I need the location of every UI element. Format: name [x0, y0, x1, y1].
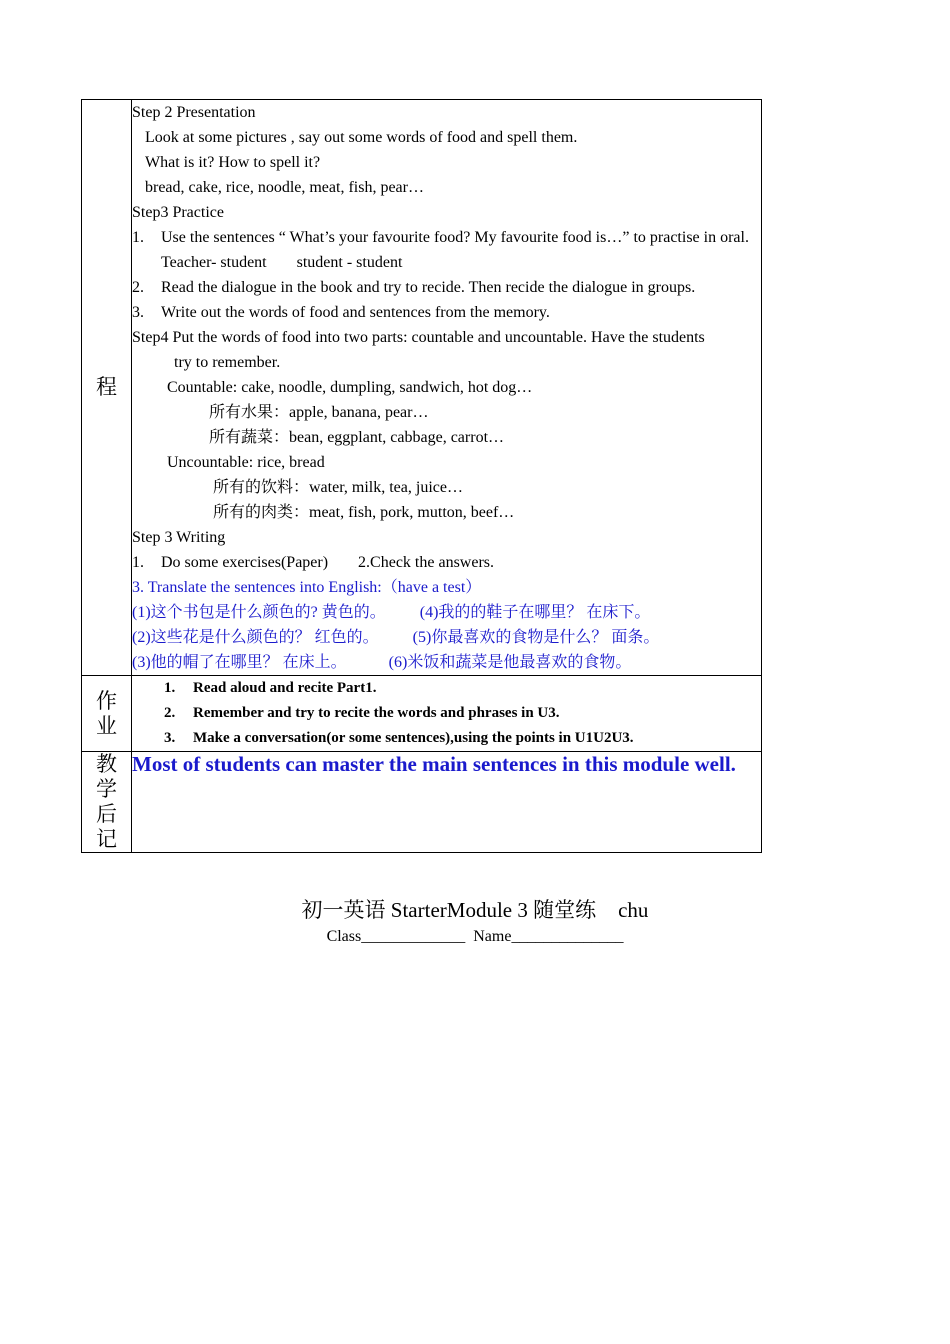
step2-line2: What is it? How to spell it?: [145, 154, 321, 171]
practice-item: [132, 275, 761, 300]
translate-right: (4)我的的鞋子在哪里？ 在床下。: [419, 604, 651, 621]
translate-left: (1)这个书包是什么颜色的? 黄色的。: [132, 604, 386, 621]
writing-item1: Do some exercises(Paper): [161, 554, 329, 571]
translate-title: 3. Translate the sentences into English:（have a test）: [132, 579, 482, 596]
translate-right: (6)米饭和蔬菜是他最喜欢的食物。: [388, 654, 632, 671]
homework-item-number: 3.: [164, 730, 176, 746]
translate-left: (3)他的帽了在哪里？ 在床上。: [132, 654, 347, 671]
practice-item: [132, 225, 761, 250]
worksheet-title: [0, 896, 950, 924]
process-label-cell: [82, 100, 132, 676]
lesson-plan-table: [81, 99, 762, 853]
homework-content: [132, 676, 762, 752]
practice-item-number: 1.: [132, 229, 144, 246]
homework-item: [132, 701, 761, 726]
meats-line: 所有的肉类：meat, fish, pork, mutton, beef…: [213, 504, 515, 521]
homework-item-number: 2.: [164, 705, 176, 721]
practice-item-number: 3.: [132, 304, 144, 321]
translate-row: [132, 625, 761, 650]
step4-line2: try to remember.: [174, 354, 281, 371]
process-content: [132, 100, 762, 676]
worksheet-title-text: 初一英语 StarterModule 3 随堂练: [301, 898, 597, 922]
practice-item-number: 2.: [132, 279, 144, 296]
practice-item-text: Use the sentences “ What’s your favourite food? My favourite food is…” to practise in oral.: [161, 229, 749, 246]
pair-right: student - student: [296, 254, 403, 271]
writing-item-number: 1.: [132, 554, 144, 571]
process-row: [82, 100, 762, 676]
fruits-line: 所有水果：apple, banana, pear…: [209, 404, 429, 421]
homework-item-text: Read aloud and recite Part1.: [193, 680, 377, 696]
vegetables-line: 所有蔬菜：bean, eggplant, cabbage, carrot…: [209, 429, 505, 446]
step3-title: Step3 Practice: [132, 204, 224, 221]
process-label: 程: [96, 375, 117, 399]
notes-label-cell: [82, 752, 132, 853]
step2-title: Step 2 Presentation: [132, 104, 256, 121]
writing-title: Step 3 Writing: [132, 529, 226, 546]
homework-label-cell: [82, 676, 132, 752]
pair-left: Teacher- student: [161, 254, 267, 271]
writing-item2: 2.Check the answers.: [358, 554, 495, 571]
homework-row: [82, 676, 762, 752]
practice-item-text: Write out the words of food and sentences from the memory.: [161, 304, 550, 321]
practice-item: [132, 300, 761, 325]
step4-line1: Step4 Put the words of food into two parts: countable and uncountable. Have the students: [132, 329, 705, 346]
translate-right: (5)你最喜欢的食物是什么？ 面条。: [412, 629, 660, 646]
homework-item-number: 1.: [164, 680, 176, 696]
translate-row: [132, 600, 761, 625]
homework-item-text: Remember and try to recite the words and phrases in U3.: [193, 705, 560, 721]
notes-label: 教学后记: [96, 752, 117, 851]
writing-item: [132, 550, 761, 575]
drinks-line: 所有的饮料：water, milk, tea, juice…: [213, 479, 463, 496]
homework-item: [132, 726, 761, 751]
notes-text: Most of students can master the main sentences in this module well.: [132, 752, 736, 776]
worksheet-title-suffix: chu: [618, 898, 649, 922]
homework-label: 作业: [96, 688, 117, 738]
notes-row: [82, 752, 762, 853]
step2-line3: bread, cake, rice, noodle, meat, fish, pear…: [145, 179, 424, 196]
student-info-line: [0, 926, 950, 948]
homework-item-text: Make a conversation(or some sentences),using the points in U1U2U3.: [193, 730, 634, 746]
practice-item-text: Read the dialogue in the book and try to recide. Then recide the dialogue in groups.: [161, 279, 696, 296]
step2-line1: Look at some pictures , say out some words of food and spell them.: [145, 129, 578, 146]
notes-content: [132, 752, 762, 853]
uncountable-line: Uncountable: rice, bread: [167, 454, 325, 471]
class-field: Class_____________: [326, 928, 466, 945]
countable-line: Countable: cake, noodle, dumpling, sandwich, hot dog…: [167, 379, 533, 396]
pair-line: [132, 250, 761, 275]
homework-item: [132, 676, 761, 701]
name-field: Name______________: [473, 928, 624, 945]
translate-row: [132, 650, 761, 675]
translate-left: (2)这些花是什么颜色的？ 红色的。: [132, 629, 379, 646]
